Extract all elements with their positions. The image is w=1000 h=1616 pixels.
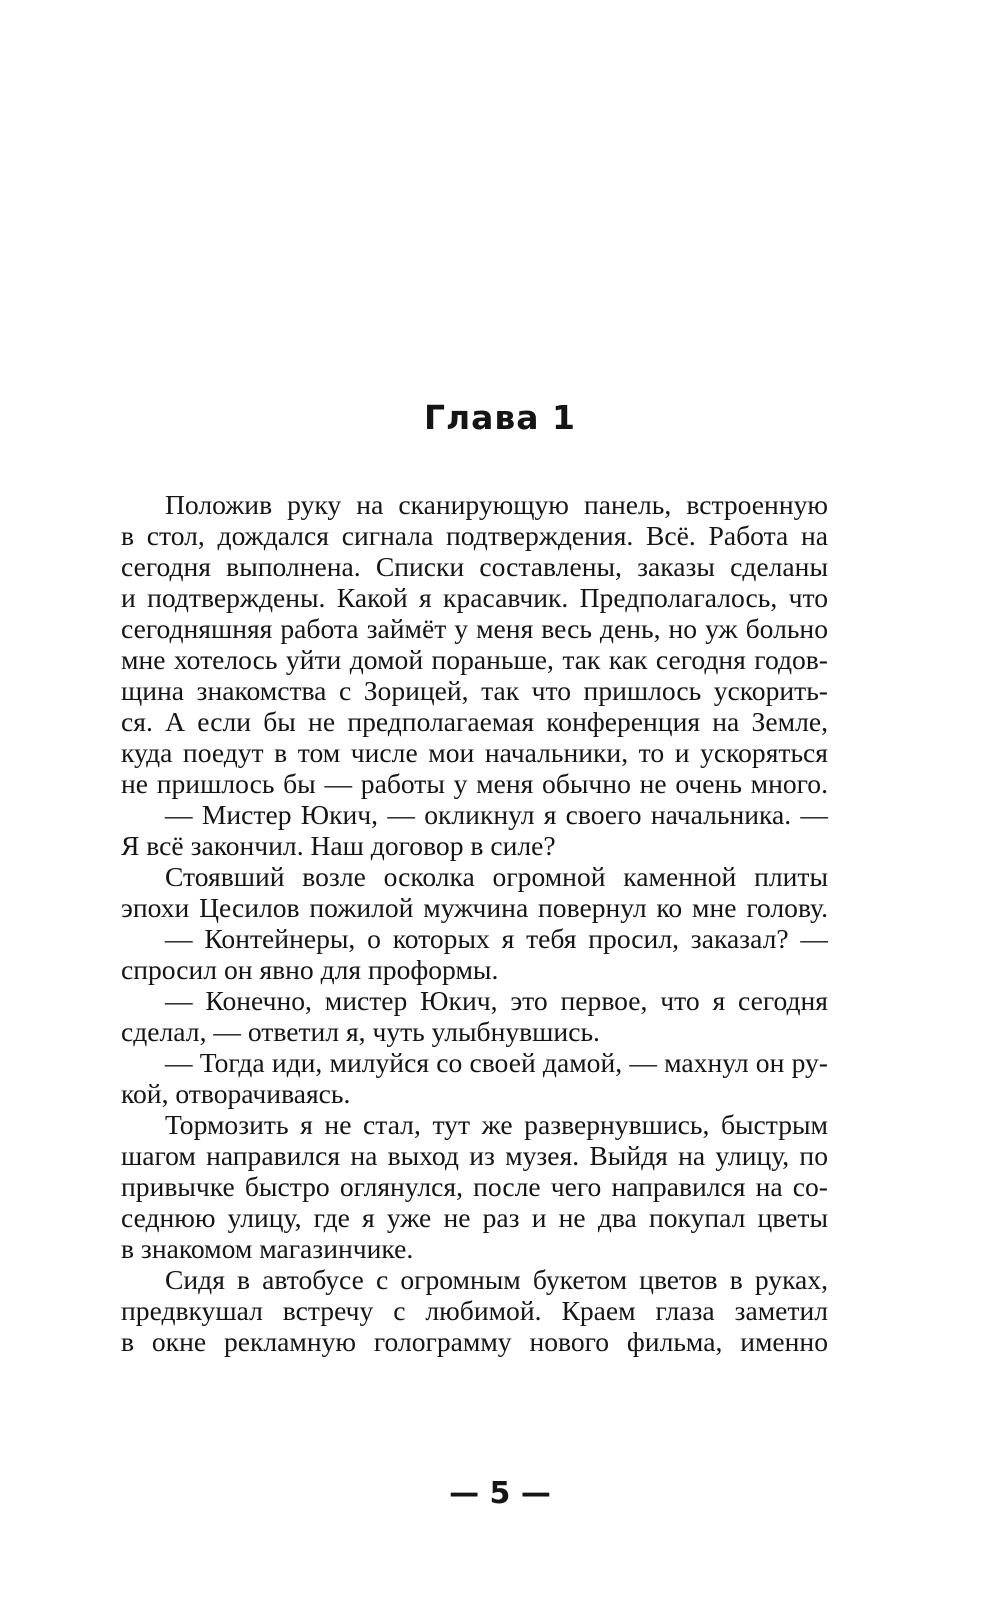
text-line: Я всё закончил. Наш договор в силе? <box>121 830 556 861</box>
text-line: сегодняшняя работа займёт у меня весь день, но уж больно <box>121 613 828 644</box>
text-line: и подтверждены. Какой я красавчик. Предполагалось, что <box>121 582 828 613</box>
text-line: в окне рекламную голограмму нового фильма, именно <box>121 1326 828 1357</box>
text-line: Стоявший возле осколка огромной каменной плиты <box>165 861 828 892</box>
page-number: — 5 — <box>449 1476 551 1511</box>
text-line: шагом направился на выход из музея. Выйдя на улицу, по <box>121 1140 828 1171</box>
text-line: эпохи Цесилов пожилой мужчина повернул ко мне голову. <box>121 892 828 923</box>
body-text <box>121 489 828 1357</box>
text-line: в знакомом магазинчике. <box>121 1233 414 1264</box>
text-line: спросил он явно для проформы. <box>121 954 499 985</box>
text-line: не пришлось бы — работы у меня обычно не очень много. <box>121 768 828 799</box>
text-line: предвкушал встречу с любимой. Краем глаза заметил <box>121 1295 828 1326</box>
text-line: седнюю улицу, где я уже не раз и не два покупал цветы <box>121 1202 828 1233</box>
text-line: Положив руку на сканирующую панель, встроенную <box>165 489 828 520</box>
text-line: сделал, — ответил я, чуть улыбнувшись. <box>121 1016 600 1047</box>
text-line: Сидя в автобусе с огромным букетом цветов в руках, <box>165 1264 828 1295</box>
text-line: — Мистер Юкич, — окликнул я своего начальника. — <box>165 799 828 830</box>
text-line: мне хотелось уйти домой пораньше, так как сегодня годов- <box>121 644 828 675</box>
text-line: в стол, дождался сигнала подтверждения. Всё. Работа на <box>121 520 828 551</box>
text-line: — Тогда иди, милуйся со своей дамой, — махнул он ру- <box>165 1047 828 1078</box>
text-line: — Конечно, мистер Юкич, это первое, что я сегодня <box>165 985 828 1016</box>
chapter-title: Глава 1 <box>423 398 577 437</box>
text-line: сегодня выполнена. Списки составлены, заказы сделаны <box>121 551 828 582</box>
text-line: куда поедут в том числе мои начальники, то и ускоряться <box>121 737 828 768</box>
text-line: ся. А если бы не предполагаемая конференция на Земле, <box>121 706 828 737</box>
text-line: щина знакомства с Зорицей, так что пришлось ускорить- <box>121 675 828 706</box>
text-line: кой, отворачиваясь. <box>121 1078 351 1109</box>
text-line: привычке быстро оглянулся, после чего направился на со- <box>121 1171 828 1202</box>
text-line: Тормозить я не стал, тут же развернувшись, быстрым <box>165 1109 828 1140</box>
text-line: — Контейнеры, о которых я тебя просил, заказал? — <box>165 923 828 954</box>
